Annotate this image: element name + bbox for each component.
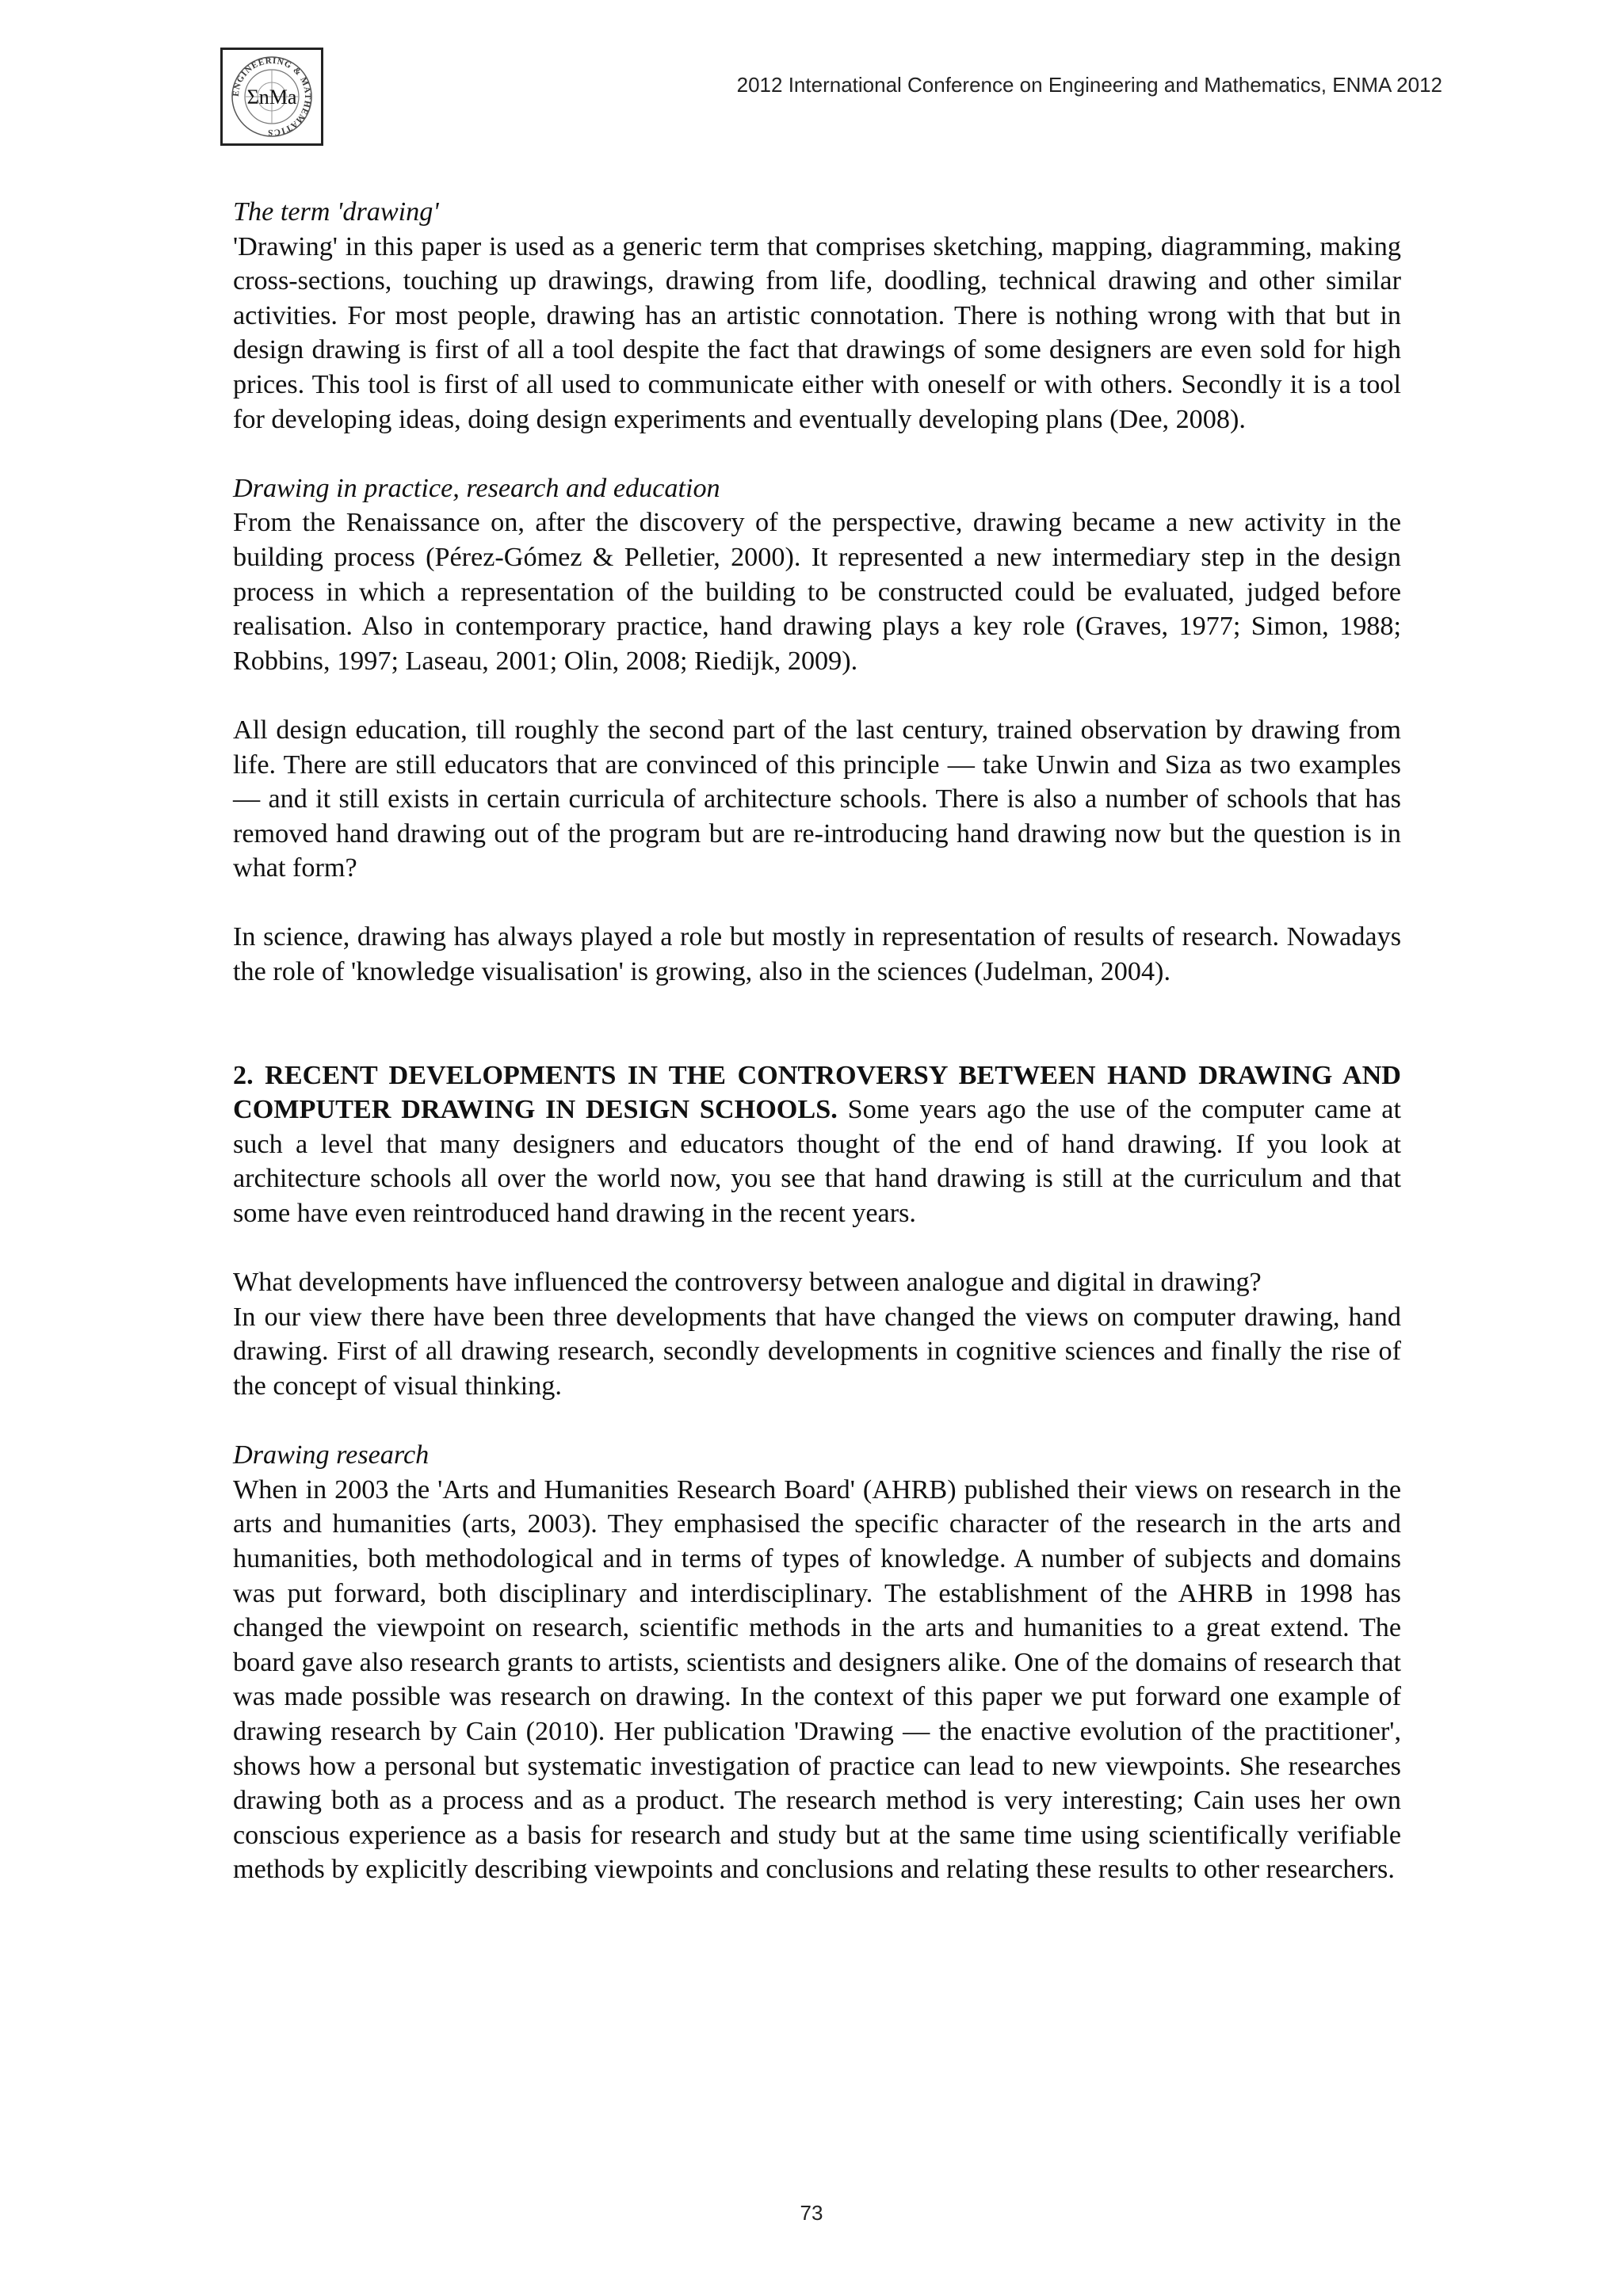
paragraph-recent-developments — [233, 1058, 1401, 1231]
page-number: 73 — [800, 2201, 823, 2225]
conference-logo — [220, 48, 323, 146]
section-heading-term-drawing: The term 'drawing' — [233, 197, 439, 227]
article-body — [233, 195, 1401, 1887]
paragraph-question: What developments have influenced the controversy between analogue and digital in drawing? — [233, 1268, 1262, 1298]
logo-text: ΣnMa — [246, 86, 297, 109]
paragraph-drawing-research: When in 2003 the 'Arts and Humanities Research Board' (AHRB) published their views on research in the arts and humanities (arts, 2003). They emphasised the specific character of the research in the arts and humanities, both methodological and in terms of types of knowledge. A number of subjects and domains was put forward, both disciplinary and interdisciplinary. The establishment of the AHRB in 1998 has changed the viewpoint on research, scientific methods in the arts and humanities to a great extend. The board gave also research grants to artists, scientists and designers alike. One of the domains of research that was made possible was research on drawing. In the context of this paper we put forward one example of drawing research by Cain (2010). Her publication 'Drawing — the enactive evolution of the practitioner', shows how a personal but systematic investigation of practice can lead to new viewpoints. She researches drawing both as a process and as a product. The research method is very interesting; Cain uses her own conscious experience as a basis for research and study but at the same time using scientifically verifiable methods by explicitly describing viewpoints and conclusions and relating these results to other researchers. — [233, 1474, 1401, 1885]
recent-developments-lead: Some years ago the use of the computer came at such a level that many designers and educators thought of the end of hand drawing. If you look at architecture schools all over the world now, you see that hand drawing is still at the curriculum and that some have even reintroduced hand drawing in the recent years. — [233, 1095, 1401, 1229]
section-heading-drawing-research: Drawing research — [233, 1440, 430, 1470]
paragraph-three-developments: In our view there have been three developments that have changed the views on computer drawing, hand drawing. First of all drawing research, secondly developments in cognitive sciences and finally the rise of the concept of visual thinking. — [233, 1302, 1401, 1401]
paragraph-practice-1: From the Renaissance on, after the discovery of the perspective, drawing became a new activity in the building process (Pérez-Gómez & Pelletier, 2000). It represented a new intermediary step in the design process in which a representation of the building to be constructed could be evaluated, judged before realisation. Also in contemporary practice, hand drawing plays a key role (Graves, 1977; Simon, 1988; Robbins, 1997; Laseau, 2001; Olin, 2008; Riedijk, 2009). — [233, 508, 1401, 676]
section-heading-practice: Drawing in practice, research and education — [233, 473, 720, 503]
paragraph-term-drawing: 'Drawing' in this paper is used as a generic term that comprises sketching, mapping, diagramming, making cross-sections, touching up drawings, drawing from life, doodling, technical drawing and other similar activities. For most people, drawing has an artistic connotation. There is nothing wrong with that but in design drawing is first of all a tool despite the fact that drawings of some designers are even sold for high prices. This tool is first of all used to communicate either with oneself or with others. Secondly it is a tool for developing ideas, doing design experiments and eventually developing plans (Dee, 2008). — [233, 231, 1401, 434]
paragraph-practice-2: All design education, till roughly the second part of the last century, trained observation by drawing from life. There are still educators that are convinced of this principle — take Unwin and Siza as two examples — and it still exists in certain curricula of architecture schools. There is also a number of schools that has removed hand drawing out of the program but are re-introducing hand drawing now but the question is in what form? — [233, 715, 1401, 883]
paragraph-practice-3: In science, drawing has always played a role but mostly in representation of results of research. Nowadays the role of 'knowledge visualisation' is growing, also in the sciences (Judelman, 2004). — [233, 922, 1401, 987]
conference-header: 2012 International Conference on Engineering and Mathematics, ENMA 2012 — [736, 73, 1442, 97]
logo-ring-text: ENGINEERING & MATHEMATICS — [231, 55, 313, 138]
section-heading-recent-developments: 2. RECENT DEVELOPMENTS IN THE CONTROVERSY BETWEEN HAND DRAWING AND COMPUTER DRAWING IN DESIGN SCHOOLS. — [233, 1060, 1401, 1125]
logo-emblem-icon — [220, 48, 323, 146]
